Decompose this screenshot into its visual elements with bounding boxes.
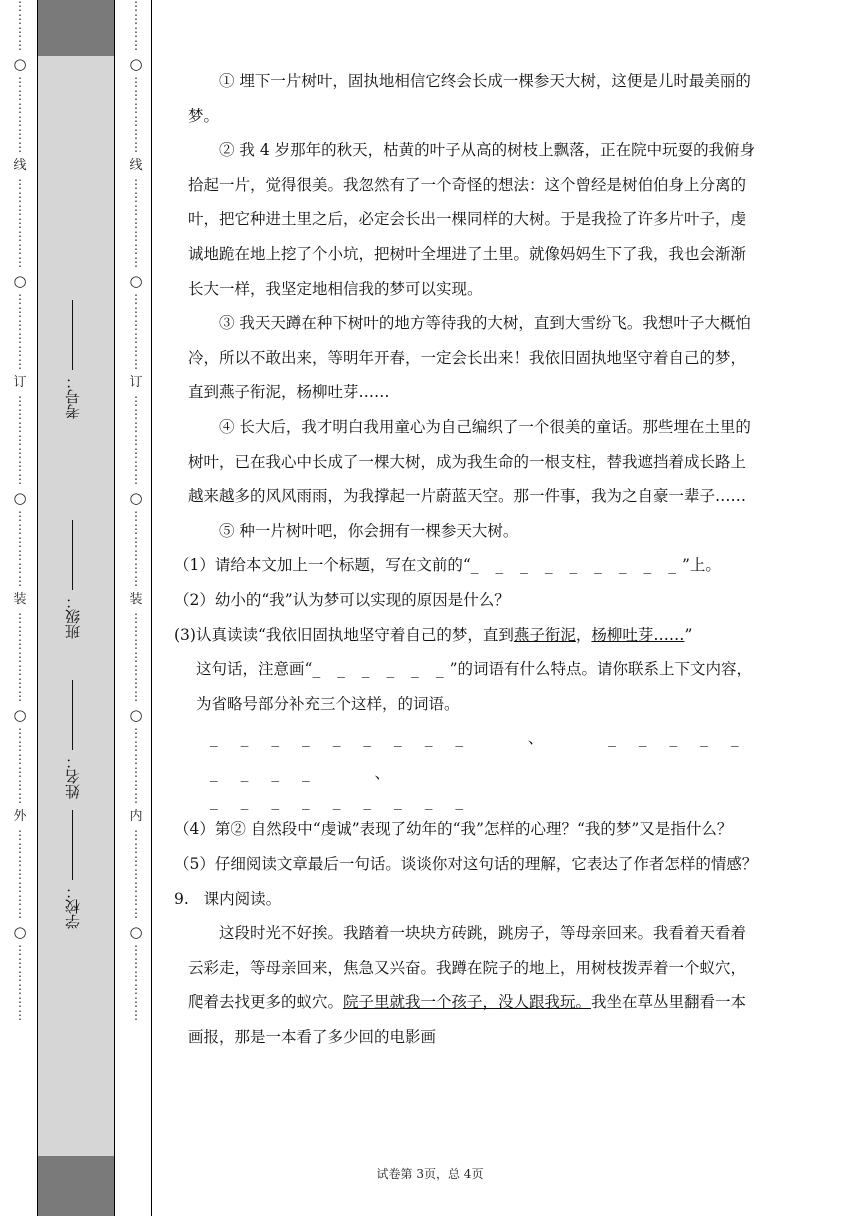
class-field[interactable]: [62, 520, 92, 639]
seal-word: 订: [13, 375, 27, 390]
field-underline: [73, 810, 74, 880]
page-footer: 试卷第 3页，总 4页: [376, 1167, 484, 1181]
field-underline: [73, 680, 74, 750]
question-9-passage: [188, 916, 760, 1054]
underlined-phrase-1: 燕子衔泥: [513, 625, 576, 644]
circle-mark: ○: [129, 55, 143, 73]
seal-word: 订: [129, 375, 143, 390]
passage-text: 这段时光不好挨。我踏着一块块方砖跳，跳房子，等母亲回来。我看着天看着云彩走，等母亲回来，焦急又兴奋。我蹲在院子的地上，用树枝拨弄着一个蚁穴，爬着去找更多的蚁穴。: [188, 924, 747, 1012]
paragraph-2: ② 我 4 岁那年的秋天，枯黄的叶子从高的树枝上飘落，正在院中玩耍的我俯身拾起一片，觉得很美。我忽然有了一个奇怪的想法：这个曾经是树伯伯身上分离的叶，把它种进土里之后，必定会长出一棵同样的大树。于是我捡了许多片叶子，虔诚地跪在地上挖了个小坑，把树叶全埋进了土里。就像妈妈生下了我，我也会渐渐长大一样，我坚定地相信我的梦可以实现。: [188, 141, 756, 298]
circle-mark: ○: [129, 272, 143, 290]
answer-separator: 、: [527, 729, 553, 748]
question-4: （4）第② 自然段中“虔诚”表现了幼年的“我”怎样的心理？“我的梦”又是指什么？: [174, 820, 733, 839]
answer-blank-3[interactable]: _ _ _ _ _ _ _ _ _: [210, 792, 473, 811]
underlined-phrase-2: 杨柳吐芽……: [591, 625, 685, 644]
field-label: 考号：: [64, 374, 82, 419]
answer-blank-2[interactable]: _ _ _ _ _ _ _ _ _: [210, 729, 748, 782]
field-label: 学校：: [64, 884, 82, 929]
margin-dark-top: [38, 0, 114, 56]
seal-word: 装: [129, 592, 143, 607]
circle-mark: ○: [13, 489, 27, 507]
question-3-text-3: ”的词语有什么特点。请你联系上下文内容，为省略号部分补充三个这样，的词语。: [196, 660, 753, 713]
name-field[interactable]: [62, 680, 92, 799]
exam-number-field[interactable]: [62, 300, 92, 419]
question-1-prefix: （1）请给本文加上一个标题，写在文前的“: [174, 556, 471, 575]
field-underline: [73, 300, 74, 370]
paragraph-1: ① 埋下一片树叶，固执地相信它终会长成一棵参天大树，这便是儿时最美丽的梦。: [188, 72, 751, 125]
circle-mark: ○: [13, 923, 27, 941]
paragraph-5: ⑤ 种一片树叶吧，你会拥有一棵参天大树。: [219, 521, 519, 540]
passage-text-continued: 我坐在草丛里翻看一本画报，那是一本看了多少回的电影画: [188, 993, 747, 1047]
answer-separator: 、: [374, 763, 400, 782]
seal-word: 装: [13, 592, 27, 607]
question-3-answer-line[interactable]: [188, 721, 760, 790]
underlined-sentence: 院子里就我一个孩子，没人跟我玩。: [343, 993, 592, 1012]
comma: ，: [575, 625, 592, 644]
question-9-heading: [174, 882, 760, 917]
question-3-text: (3)认真读读“我依旧固执地坚守着自己的梦，直到: [174, 625, 514, 644]
question-1: [174, 548, 760, 583]
title-blank[interactable]: _ _ _ _ _ _ _ _ _: [470, 556, 682, 575]
seal-word: 线: [13, 158, 27, 173]
field-label: 班级：: [64, 594, 82, 639]
outer-seal-line: ⋮ ⋮ ⋮ ⋮ ○ ⋮ ⋮ ⋮ ⋮ ⋮ ⋮ 线 ⋮ ⋮ ⋮ ⋮ ⋮ ⋮ ⋮ ○ ⋮ ⋮ ⋮ ⋮ ⋮ ⋮ 订 ⋮ ⋮ ⋮ ⋮ ⋮ ⋮ ⋮ ○ ⋮ ⋮ ⋮ ⋮ ⋮ ⋮ 装 ⋮ ⋮ ⋮ ⋮ ⋮ ⋮ ⋮ ○ ⋮ ⋮ ⋮ ⋮ ⋮ ⋮ 外 ⋮ ⋮ ⋮ ⋮ ⋮ ⋮ ⋮ ○ ⋮ ⋮ ⋮ ⋮ ⋮ ⋮: [10, 0, 30, 1022]
question-1-suffix: ”上。: [681, 556, 721, 575]
question-3-text-2: 这句话，注意画“: [196, 660, 313, 679]
inner-seal-line: ⋮ ⋮ ⋮ ⋮ ○ ⋮ ⋮ ⋮ ⋮ ⋮ ⋮ 线 ⋮ ⋮ ⋮ ⋮ ⋮ ⋮ ⋮ ○ ⋮ ⋮ ⋮ ⋮ ⋮ ⋮ 订 ⋮ ⋮ ⋮ ⋮ ⋮ ⋮ ⋮ ○ ⋮ ⋮ ⋮ ⋮ ⋮ ⋮ 装 ⋮ ⋮ ⋮ ⋮ ⋮ ⋮ ⋮ ○ ⋮ ⋮ ⋮ ⋮ ⋮ ⋮ 内 ⋮ ⋮ ⋮ ⋮ ⋮ ⋮ ⋮ ○ ⋮ ⋮ ⋮ ⋮ ⋮ ⋮: [126, 0, 146, 1022]
question-3: [174, 618, 760, 722]
paragraph-4: ④ 长大后，我才明白我用童心为自己编织了一个很美的童话。那些埋在土里的树叶，已在我心中长成了一棵大树，成为我生命的一根支柱，替我遮挡着成长路上越来越多的风风雨雨，为我撑起一片蔚蓝天空。那一件事，我为之自豪一辈子……: [188, 417, 751, 506]
underline-marker: _ _ _ _ _ _: [312, 660, 450, 679]
circle-mark: ○: [129, 706, 143, 724]
margin-border-right: [114, 0, 115, 1216]
question-number: 9.: [174, 889, 189, 908]
question-3-answer-line-2[interactable]: [188, 790, 760, 812]
binding-margin: [0, 0, 152, 1216]
question-2: （2）幼小的“我”认为梦可以实现的原因是什么？: [174, 590, 510, 609]
circle-mark: ○: [13, 272, 27, 290]
paragraph-3: ③ 我天天蹲在种下树叶的地方等待我的大树，直到大雪纷飞。我想叶子大概怕冷，所以不敢出来，等明年开春，一定会长出来！我依旧固执地坚守着自己的梦，直到燕子衔泥，杨柳吐芽……: [188, 314, 751, 402]
field-label: 姓名：: [64, 754, 82, 799]
circle-mark: ○: [129, 923, 143, 941]
answer-blank-1[interactable]: _ _ _ _ _ _ _ _ _: [210, 729, 473, 748]
question-3-continued: [174, 652, 760, 721]
question-9-title: 课内阅读。: [203, 889, 282, 908]
circle-mark: ○: [129, 489, 143, 507]
circle-mark: ○: [13, 706, 27, 724]
seal-word: 线: [129, 158, 143, 173]
margin-border-content: [151, 0, 152, 1216]
circle-mark: ○: [13, 55, 27, 73]
exam-content: [174, 64, 760, 1055]
question-5: （5）仔细阅读文章最后一句话。谈谈你对这句话的理解，它表达了作者怎样的情感？: [174, 855, 758, 874]
seal-word: 外: [13, 809, 27, 824]
close-quote: ”: [684, 625, 693, 644]
field-underline: [73, 520, 74, 590]
seal-word: 内: [129, 809, 143, 824]
school-field[interactable]: [62, 810, 92, 929]
